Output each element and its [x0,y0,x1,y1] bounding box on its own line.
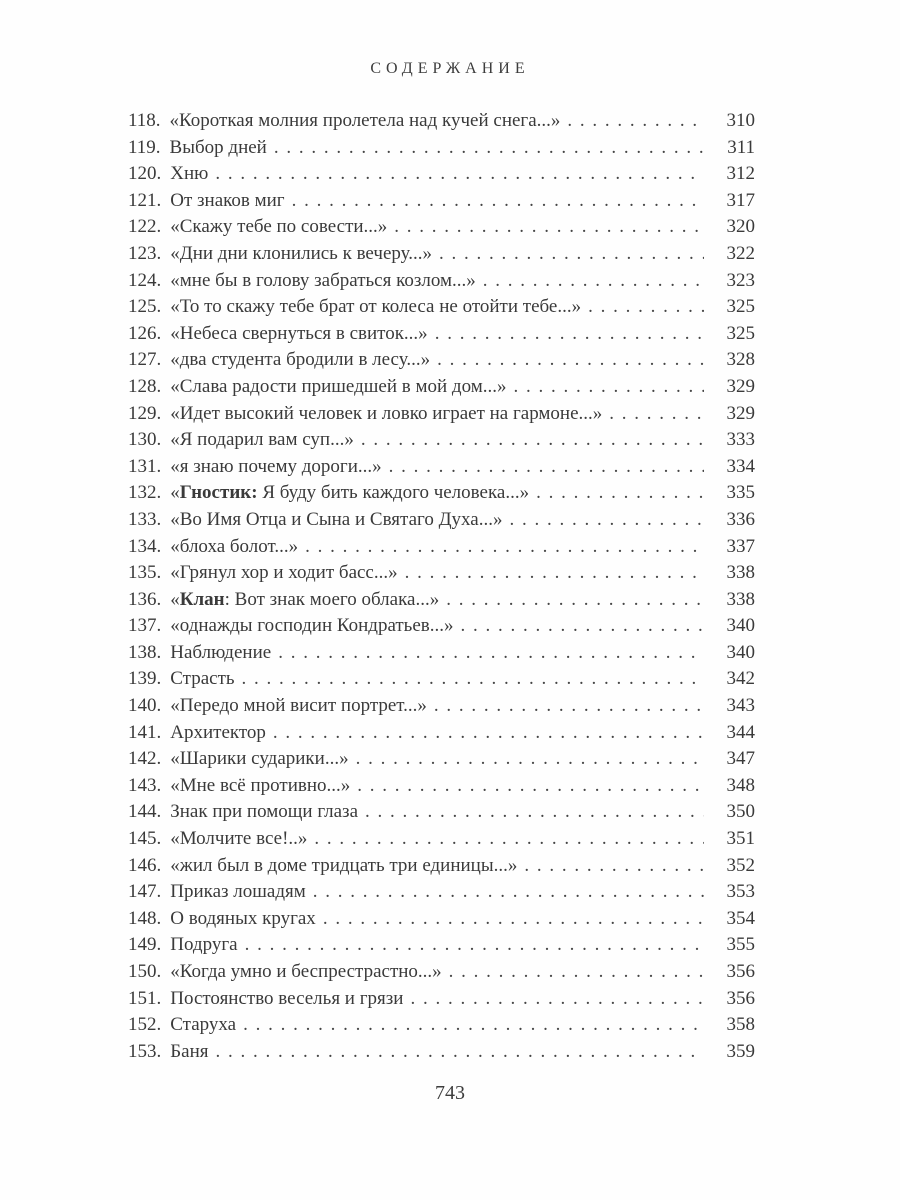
dot-leader [536,482,704,504]
dot-leader [323,908,704,930]
dot-leader [609,403,704,425]
entry-number: 140. [128,695,162,717]
entry-number: 127. [128,349,162,371]
dot-leader [435,323,704,345]
toc-entry [128,110,755,137]
dot-leader [361,429,704,451]
toc-entry [128,934,755,961]
dot-leader [305,536,704,558]
entry-title-pre: От знаков миг [170,189,285,211]
entry-title [170,323,427,345]
entry-number: 139. [128,668,162,690]
entry-title [170,509,502,531]
entry-page: 356 [726,961,755,982]
entry-title-pre: «Идет высокий человек и ловко играет на гармоне...» [170,402,603,424]
toc-entry [128,642,755,669]
entry-page: 353 [726,881,755,903]
entry-title-pre: «Грянул хор и ходит басс...» [170,562,398,584]
entry-number: 129. [128,402,162,424]
entry-title [170,961,441,983]
entry-number: 146. [128,854,162,876]
entry-page: 347 [726,748,755,770]
dot-leader [449,961,704,983]
entry-number: 133. [128,508,162,530]
toc-entry [128,349,755,376]
toc-list [128,110,755,1067]
toc-entry [128,376,755,403]
entry-number: 135. [128,562,162,584]
entry-number: 128. [128,375,162,397]
entry-title [170,270,476,292]
entry-page: 329 [726,402,755,424]
entry-number: 148. [128,907,162,929]
entry-page: 356 [726,987,755,1009]
dot-leader [439,243,704,265]
entry-page: 334 [726,455,755,477]
entry-title-pre: «Небеса свернуться в свиток...» [170,322,428,344]
dot-leader [514,376,704,398]
entry-title [170,1014,236,1036]
entry-title [170,695,427,717]
toc-entry [128,668,755,695]
toc-entry [128,243,755,270]
entry-number: 118. [128,110,161,131]
toc-entry [128,429,755,456]
entry-page: 329 [726,375,755,397]
entry-number: 144. [128,801,162,823]
entry-page: 348 [726,774,755,796]
dot-leader [405,562,704,584]
entry-page: 358 [726,1014,755,1036]
entry-title [170,748,348,770]
dot-leader [215,163,704,185]
dot-leader [273,722,704,744]
entry-title [170,403,602,425]
entry-title [170,615,453,637]
entry-title-pre: «блоха болот...» [170,535,299,557]
entry-title-pre: Страсть [170,668,235,690]
entry-title-bold: Гностик: [179,482,258,504]
dot-leader [567,110,704,132]
dot-leader [509,509,704,531]
dot-leader [389,456,704,478]
entry-title-pre: «Шарики сударики...» [170,748,349,770]
entry-title [170,642,271,664]
toc-entry [128,137,755,164]
entry-title [170,137,267,159]
entry-title [170,163,208,185]
entry-number: 147. [128,881,162,903]
toc-entry [128,456,755,483]
toc-entry [128,509,755,536]
entry-number: 152. [128,1014,162,1036]
toc-entry [128,1014,755,1041]
toc-entry [128,270,755,297]
entry-page: 311 [727,136,755,158]
dot-leader [356,748,704,770]
entry-page: 325 [726,322,755,344]
toc-entry [128,828,755,855]
entry-title-pre: «Скажу тебе по совести...» [170,216,388,238]
entry-title [170,668,234,690]
entry-page: 317 [726,189,755,211]
contents-heading: СОДЕРЖАНИЕ [370,60,530,77]
entry-page: 352 [726,854,755,876]
toc-entry [128,695,755,722]
toc-entry [128,190,755,217]
entry-title-pre: «Передо мной висит портрет...» [170,695,427,717]
entry-title-pre: Выбор дней [169,136,267,158]
toc-entry [128,323,755,350]
entry-number: 132. [128,482,162,504]
entry-number: 123. [128,242,162,264]
entry-page: 340 [726,615,755,637]
toc-entry [128,163,755,190]
toc-entry [128,216,755,243]
entry-title [170,1041,208,1063]
entry-number: 141. [128,721,162,743]
entry-page: 340 [726,641,755,663]
entry-title-pre: «Слава радости пришедшей в мой дом...» [170,375,507,397]
entry-page: 323 [726,269,755,291]
entry-number: 121. [128,189,162,211]
entry-page: 351 [726,828,755,850]
toc-entry [128,615,755,642]
dot-leader [410,988,704,1010]
dot-leader [292,190,704,212]
dot-leader [434,695,704,717]
entry-number: 136. [128,588,162,610]
entry-number: 120. [128,163,162,185]
entry-number: 130. [128,429,162,451]
entry-title [170,589,439,611]
entry-page: 343 [726,695,755,717]
entry-title [170,456,381,478]
entry-number: 150. [128,961,162,982]
entry-title [170,429,354,451]
dot-leader [245,934,704,956]
entry-title-pre: «Мне всё противно...» [170,774,351,796]
dot-leader [242,668,704,690]
entry-title-pre: Наблюдение [170,641,272,663]
entry-title-pre: Постоянство веселья и грязи [170,987,404,1009]
entry-title [170,908,316,930]
entry-page: 310 [726,110,755,131]
dot-leader [314,828,704,850]
entry-page: 359 [726,1040,755,1062]
entry-page: 320 [726,216,755,238]
entry-page: 338 [726,588,755,610]
dot-leader [437,349,704,371]
toc-entry [128,855,755,882]
entry-title-post: : Вот знак моего облака...» [224,588,440,610]
entry-number: 131. [128,455,162,477]
dot-leader [313,881,704,903]
toc-entry [128,562,755,589]
entry-title [170,988,403,1010]
dot-leader [446,589,704,611]
entry-page: 337 [726,535,755,557]
entry-page: 333 [726,429,755,451]
entry-number: 125. [128,296,162,318]
dot-leader [216,1041,704,1063]
entry-number: 153. [128,1040,162,1062]
dot-leader [365,801,704,823]
entry-title-pre: «я знаю почему дороги...» [170,455,382,477]
entry-number: 143. [128,774,162,796]
entry-page: 312 [726,163,755,185]
entry-title-pre: «Когда умно и беспрестрастно...» [170,961,442,982]
entry-title-post: Я буду бить каждого человека...» [257,482,530,504]
toc-entry [128,536,755,563]
entry-page: 354 [726,907,755,929]
toc-entry [128,775,755,802]
entry-page: 335 [726,482,755,504]
dot-leader [394,216,704,238]
entry-title-pre: Приказ лошадям [170,881,306,903]
entry-number: 151. [128,987,162,1009]
entry-title [170,482,529,504]
entry-page: 338 [726,562,755,584]
entry-page: 325 [726,296,755,318]
entry-page: 322 [726,242,755,264]
toc-entry [128,589,755,616]
entry-number: 122. [128,216,162,238]
toc-entry [128,748,755,775]
entry-title-pre: Знак при помощи глаза [170,801,358,823]
entry-number: 134. [128,535,162,557]
entry-page: 328 [726,349,755,371]
toc-entry [128,296,755,323]
entry-title-pre: Подруга [170,934,238,956]
entry-title-pre: « [170,482,180,504]
toc-entry [128,722,755,749]
entry-title [170,216,387,238]
dot-leader [243,1014,704,1036]
entry-title [170,296,581,318]
entry-number: 149. [128,934,162,956]
entry-page: 355 [726,934,755,956]
toc-entry [128,403,755,430]
entry-page: 342 [726,668,755,690]
entry-title-pre: «Короткая молния пролетела над кучей снега...» [169,110,561,131]
entry-title-pre: Старуха [170,1014,237,1036]
entry-title-bold: Клан [179,588,225,610]
toc-entry [128,801,755,828]
entry-title [170,536,298,558]
entry-title [170,722,266,744]
toc-entry [128,961,755,988]
entry-title-pre: Баня [170,1040,209,1062]
entry-title-pre: «То то скажу тебе брат от колеса не отойти тебе...» [170,296,582,318]
entry-title [170,855,517,877]
page-number-folio: 743 [435,1082,465,1104]
entry-number: 145. [128,828,162,850]
entry-title [170,243,432,265]
entry-title [170,881,306,903]
entry-page: 344 [726,721,755,743]
entry-page: 350 [726,801,755,823]
entry-title [170,828,307,850]
entry-title [170,801,358,823]
entry-title-pre: « [170,588,180,610]
entry-title [170,110,561,132]
dot-leader [524,855,704,877]
entry-number: 126. [128,322,162,344]
dot-leader [588,296,704,318]
toc-entry [128,1041,755,1068]
entry-title-pre: «Я подарил вам суп...» [170,429,354,451]
entry-title [170,934,237,956]
entry-number: 124. [128,269,162,291]
dot-leader [274,137,704,159]
entry-title-pre: «мне бы в голову забраться козлом...» [170,269,476,291]
entry-title [170,376,506,398]
entry-title [170,349,430,371]
entry-title-pre: «Дни дни клонились к вечеру...» [170,242,432,264]
toc-entry [128,908,755,935]
entry-title [170,775,350,797]
dot-leader [461,615,704,637]
toc-entry [128,988,755,1015]
dot-leader [357,775,704,797]
entry-title-pre: «жил был в доме тридцать три единицы...» [170,854,518,876]
entry-title-pre: «два студента бродили в лесу...» [170,349,431,371]
entry-title-pre: Хню [170,163,209,185]
entry-number: 142. [128,748,162,770]
entry-number: 138. [128,641,162,663]
toc-entry [128,482,755,509]
dot-leader [278,642,704,664]
toc-entry [128,881,755,908]
entry-title-pre: «однажды господин Кондратьев...» [170,615,454,637]
dot-leader [483,270,704,292]
entry-page: 336 [726,508,755,530]
entry-title-pre: О водяных кругах [170,907,316,929]
entry-number: 119. [128,136,161,158]
entry-title [170,562,397,584]
entry-number: 137. [128,615,162,637]
entry-title-pre: «Молчите все!..» [170,828,308,850]
entry-title [170,190,284,212]
entry-title-pre: «Во Имя Отца и Сына и Святаго Духа...» [170,508,503,530]
entry-title-pre: Архитектор [170,721,266,743]
